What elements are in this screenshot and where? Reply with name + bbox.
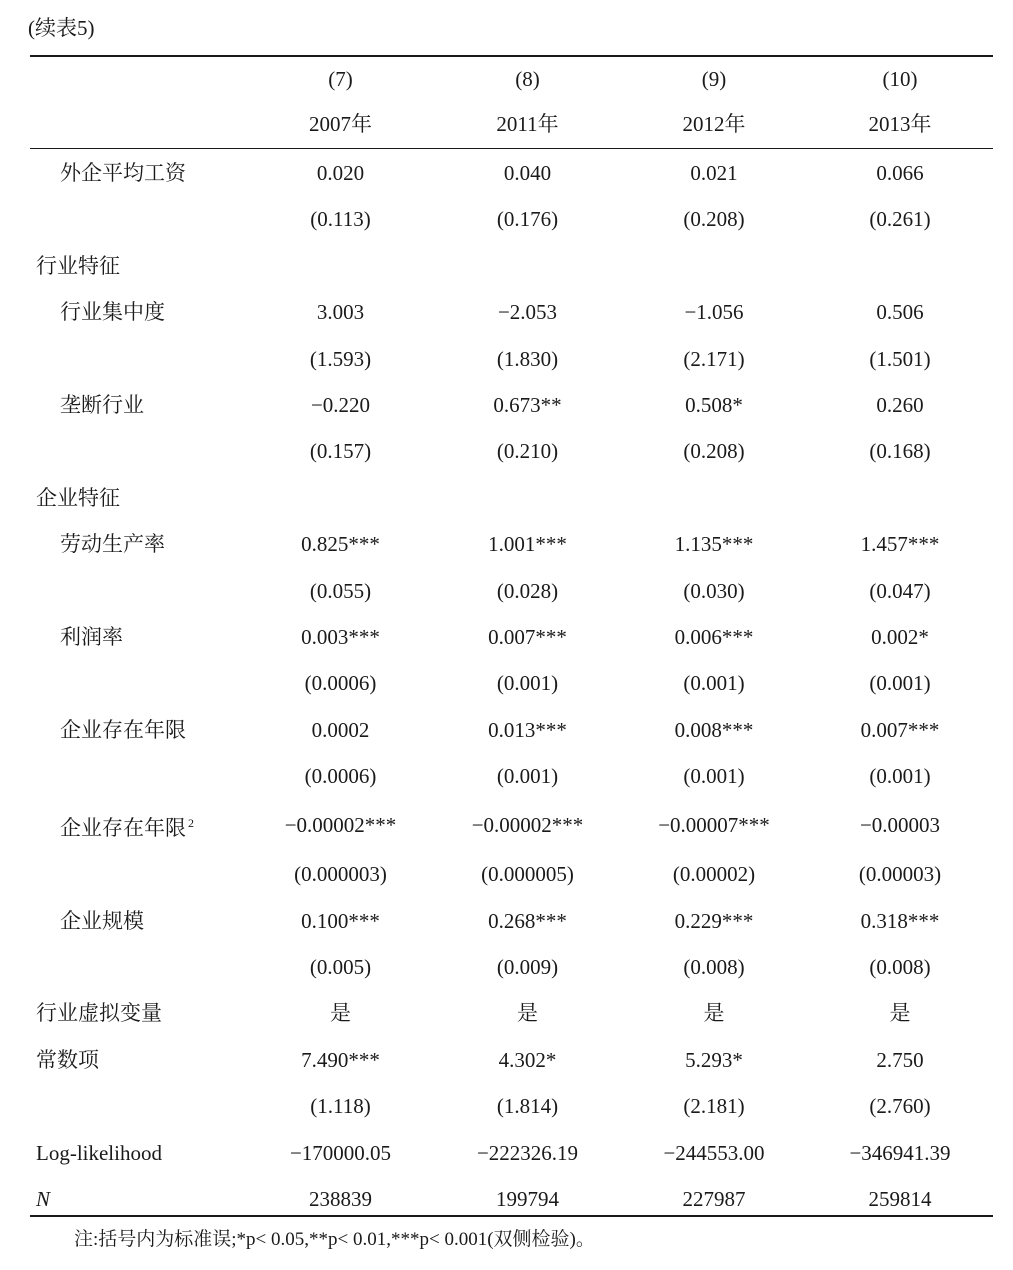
value-cell: 2.750 (876, 1047, 924, 1072)
row-label-text: 企业存在年限 (60, 815, 186, 840)
value-cell: −0.00003 (859, 813, 941, 838)
std-error-cell: (0.001) (869, 671, 931, 696)
row-label (30, 568, 247, 614)
se-row (30, 428, 993, 474)
std-error-cell: (0.00003) (858, 862, 942, 887)
row-label-text: 垄断行业 (60, 393, 144, 418)
value-cell: 0.268*** (488, 908, 567, 933)
row-label-text: 劳动生产率 (60, 532, 165, 557)
std-error-cell: (0.055) (309, 578, 372, 603)
std-error-cell: (0.208) (683, 439, 745, 464)
se-row (30, 1083, 993, 1129)
std-error-cell: (0.000005) (481, 862, 574, 887)
column-year: 2013年 (868, 112, 932, 136)
row-label (30, 289, 247, 335)
value-cell: −170000.05 (289, 1140, 392, 1165)
std-error-cell: (0.008) (869, 954, 931, 979)
std-error-cell: (0.261) (869, 207, 931, 232)
table-note: 注:括号内为标准误;*p< 0.05,**p< 0.01,***p< 0.001(双侧检验)。 (74, 1229, 595, 1250)
value-cell: −2.053 (497, 300, 558, 325)
value-cell: 0.008*** (674, 717, 754, 742)
value-cell (621, 243, 807, 289)
se-row (30, 851, 993, 897)
std-error-cell: (2.171) (683, 346, 745, 371)
section-row (30, 243, 993, 289)
header-corner (30, 57, 247, 102)
row-label (30, 1130, 247, 1176)
section-label (30, 243, 247, 289)
std-error-cell: (0.001) (496, 764, 559, 789)
value-cell: 0.506 (876, 300, 924, 325)
regression-table-body (30, 150, 993, 1222)
std-error-cell: (0.001) (496, 671, 559, 696)
value-cell: 227987 (682, 1186, 746, 1211)
std-error-cell: (0.210) (496, 439, 559, 464)
column-year: 2007年 (309, 112, 372, 136)
value-cell: −346941.39 (849, 1140, 951, 1165)
table-row (30, 521, 993, 567)
value-cell: 259814 (868, 1186, 932, 1211)
table-header (30, 57, 993, 147)
row-label (30, 707, 247, 753)
value-cell: 0.007*** (860, 717, 940, 742)
row-label (30, 898, 247, 944)
std-error-cell: (0.030) (683, 578, 745, 603)
row-label (30, 990, 247, 1036)
value-cell: 199794 (496, 1186, 559, 1211)
std-error-cell: (0.00002) (672, 862, 756, 887)
header-row-years (30, 102, 993, 147)
std-error-cell: (1.118) (310, 1094, 371, 1119)
se-row (30, 196, 993, 242)
value-cell: 0.0002 (311, 717, 370, 742)
value-cell (807, 475, 993, 521)
value-cell: 3.003 (316, 300, 365, 325)
std-error-cell: (0.0006) (304, 671, 377, 696)
superscript: 2 (188, 815, 194, 830)
std-error-cell: (0.009) (496, 954, 559, 979)
value-cell: 是 (330, 1001, 351, 1026)
value-cell: −244553.00 (663, 1140, 765, 1165)
column-year: 2011年 (496, 112, 559, 136)
value-cell: −0.00002*** (284, 813, 397, 838)
row-label (30, 614, 247, 660)
table-row (30, 382, 993, 428)
std-error-cell: (2.181) (683, 1094, 745, 1119)
bottom-rule (30, 1215, 993, 1217)
value-cell: 0.318*** (860, 908, 940, 933)
section-label (30, 475, 247, 521)
row-label (30, 1083, 247, 1129)
value-cell: 0.021 (690, 161, 738, 185)
std-error-cell: (0.113) (310, 207, 371, 232)
table-row (30, 990, 993, 1036)
header-corner (30, 102, 247, 147)
row-label (30, 851, 247, 897)
section-row (30, 475, 993, 521)
row-label (30, 196, 247, 242)
std-error-cell: (0.168) (869, 439, 931, 464)
row-label (30, 1037, 247, 1083)
std-error-cell: (0.208) (683, 207, 745, 232)
column-number: (9) (701, 67, 727, 91)
value-cell: 0.007*** (488, 625, 567, 650)
std-error-cell: (0.005) (309, 954, 372, 979)
row-label-text: 企业规模 (60, 908, 144, 933)
value-cell: 1.135*** (674, 532, 754, 557)
value-cell: 5.293* (685, 1047, 743, 1072)
value-cell: 0.066 (876, 161, 924, 185)
table-row (30, 1037, 993, 1083)
row-label (30, 753, 247, 799)
value-cell: 0.002* (871, 625, 929, 650)
value-cell: 4.302* (498, 1047, 557, 1072)
value-cell: 是 (703, 1001, 725, 1026)
std-error-cell: (1.830) (496, 346, 559, 371)
value-cell (434, 475, 621, 521)
table-row (30, 898, 993, 944)
row-label (30, 428, 247, 474)
value-cell: 0.013*** (488, 717, 567, 742)
value-cell: 0.006*** (674, 625, 754, 650)
value-cell (434, 243, 621, 289)
std-error-cell: (0.001) (683, 671, 745, 696)
value-cell (807, 243, 993, 289)
column-number: (10) (882, 67, 918, 91)
std-error-cell: (0.157) (309, 439, 372, 464)
value-cell: 是 (517, 1001, 538, 1026)
column-number: (8) (515, 67, 540, 91)
header-row-model-numbers (30, 57, 993, 102)
row-label-text: N (36, 1186, 51, 1211)
row-label (30, 944, 247, 990)
se-row (30, 568, 993, 614)
value-cell: 1.001*** (488, 532, 567, 557)
header-rule (30, 148, 993, 149)
value-cell: 0.100*** (301, 908, 380, 933)
std-error-cell: (0.176) (496, 207, 559, 232)
table-row (30, 614, 993, 660)
std-error-cell: (0.008) (683, 954, 745, 979)
std-error-cell: (0.047) (869, 578, 931, 603)
value-cell (247, 475, 434, 521)
std-error-cell: (0.028) (496, 578, 559, 603)
std-error-cell: (1.501) (869, 346, 931, 371)
row-label (30, 521, 247, 567)
table-caption: (续表5) (28, 16, 95, 40)
value-cell: −1.056 (684, 300, 744, 325)
value-cell: −222326.19 (476, 1140, 579, 1165)
row-label-text: 行业虚拟变量 (36, 1001, 162, 1026)
row-label-text: 行业集中度 (60, 300, 165, 325)
value-cell: 0.040 (503, 161, 552, 185)
value-cell: 0.229*** (674, 908, 754, 933)
row-label (30, 336, 247, 382)
std-error-cell: (1.814) (496, 1094, 559, 1119)
value-cell: 0.673** (493, 393, 562, 418)
row-label-text: 利润率 (60, 625, 123, 650)
table-row (30, 800, 993, 851)
value-cell: 1.457*** (860, 532, 940, 557)
row-label (30, 150, 247, 196)
row-label-text: 外企平均工资 (60, 161, 186, 185)
value-cell: 7.490*** (301, 1047, 380, 1072)
table-row (30, 707, 993, 753)
se-row (30, 944, 993, 990)
std-error-cell: (1.593) (309, 346, 372, 371)
std-error-cell: (2.760) (869, 1094, 931, 1119)
value-cell: 0.825*** (301, 532, 380, 557)
table-row (30, 289, 993, 335)
se-row (30, 336, 993, 382)
value-cell: 是 (889, 1001, 911, 1026)
row-label-text: Log-likelihood (36, 1140, 162, 1165)
row-label-text: 企业存在年限 (60, 717, 186, 742)
row-label-text: 行业特征 (36, 253, 120, 278)
value-cell (247, 243, 434, 289)
std-error-cell: (0.000003) (294, 862, 387, 887)
value-cell (621, 475, 807, 521)
row-label (30, 660, 247, 706)
value-cell: 0.020 (316, 161, 365, 185)
se-row (30, 753, 993, 799)
column-number: (7) (328, 67, 353, 91)
std-error-cell: (0.001) (683, 764, 745, 789)
value-cell: −0.00007*** (658, 813, 770, 838)
se-row (30, 660, 993, 706)
table-row (30, 150, 993, 196)
table-row (30, 1130, 993, 1176)
value-cell: 0.260 (876, 393, 924, 418)
std-error-cell: (0.0006) (304, 764, 377, 789)
column-year: 2012年 (682, 112, 746, 136)
value-cell: −0.220 (310, 393, 371, 418)
row-label-text: 常数项 (36, 1047, 99, 1072)
value-cell: −0.00002*** (471, 813, 584, 838)
std-error-cell: (0.001) (869, 764, 931, 789)
value-cell: 0.508* (685, 393, 743, 418)
row-label (30, 800, 247, 851)
row-label-text: 企业特征 (36, 485, 120, 510)
value-cell: 0.003*** (301, 625, 380, 650)
row-label (30, 382, 247, 428)
value-cell: 238839 (309, 1186, 372, 1211)
